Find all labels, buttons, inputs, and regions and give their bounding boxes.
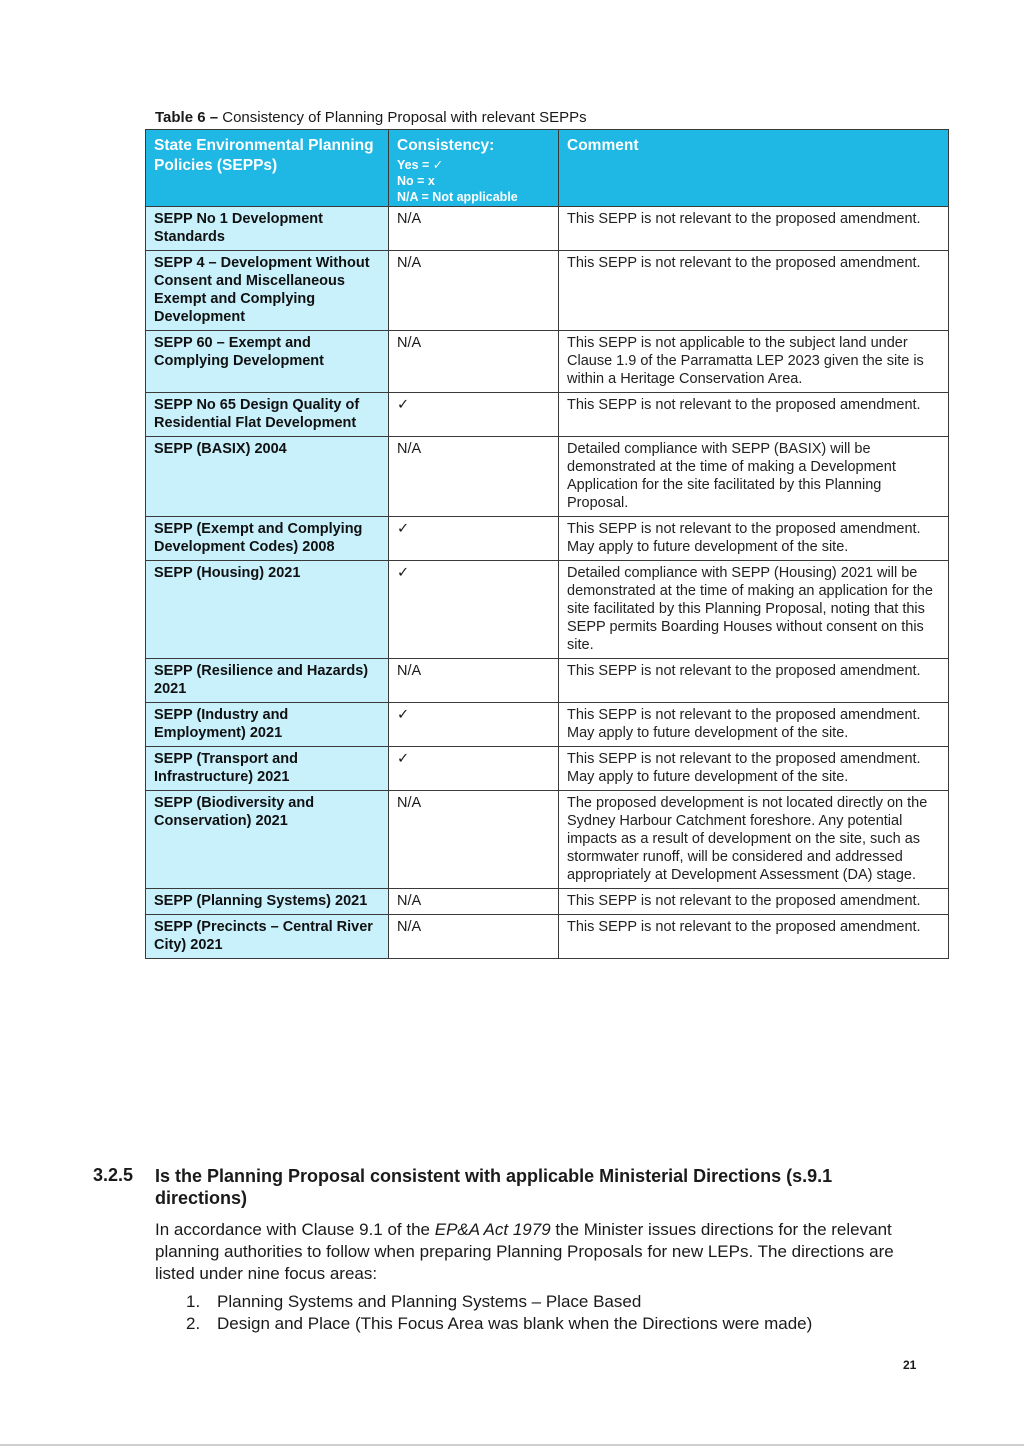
comment-cell: This SEPP is not relevant to the proposed amendment. <box>559 207 949 251</box>
comment-cell: Detailed compliance with SEPP (BASIX) will be demonstrated at the time of making a Development Application for the site facilitated by this Planning Proposal. <box>559 437 949 517</box>
sepp-name-cell: SEPP No 1 Development Standards <box>146 207 389 251</box>
legend-yes: Yes = ✓ <box>397 158 444 172</box>
consistency-cell: N/A <box>389 437 559 517</box>
sepp-name-cell: SEPP (Biodiversity and Conservation) 2021 <box>146 791 389 889</box>
table-row <box>146 331 949 393</box>
sepp-name-cell: SEPP 60 – Exempt and Complying Development <box>146 331 389 393</box>
comment-cell: This SEPP is not relevant to the proposed amendment. <box>559 889 949 915</box>
consistency-cell: N/A <box>389 889 559 915</box>
list-item <box>186 1291 812 1313</box>
consistency-cell: ✓ <box>389 393 559 437</box>
section-body-act-name: EP&A Act 1979 <box>434 1220 551 1239</box>
sepp-consistency-table <box>145 129 949 959</box>
header-comment <box>559 130 949 207</box>
table-body <box>146 207 949 959</box>
list-item-number: 2. <box>186 1314 201 1333</box>
page-bottom-divider <box>0 1444 1024 1446</box>
table-row <box>146 207 949 251</box>
sepp-name-cell: SEPP (Resilience and Hazards) 2021 <box>146 659 389 703</box>
consistency-cell: N/A <box>389 207 559 251</box>
legend-na: N/A = Not applicable <box>397 190 518 204</box>
header-consistency-label: Consistency: <box>397 137 495 154</box>
focus-areas-list <box>186 1291 812 1335</box>
header-comment-label: Comment <box>567 137 639 154</box>
section-body-text-2: the Minister issues directions for the relevant planning authorities to follow when preparing Planning Proposals for new LEPs. The directions are listed under nine focus areas: <box>155 1220 894 1283</box>
table-row <box>146 659 949 703</box>
consistency-cell: ✓ <box>389 517 559 561</box>
consistency-cell: N/A <box>389 331 559 393</box>
comment-cell: This SEPP is not relevant to the proposed amendment. May apply to future development of the site. <box>559 517 949 561</box>
comment-cell: Detailed compliance with SEPP (Housing) 2021 will be demonstrated at the time of making an application for the site facilitated by this Planning Proposal, noting that this SEPP permits Boarding Houses without consent on this site. <box>559 561 949 659</box>
consistency-cell: ✓ <box>389 561 559 659</box>
comment-cell: The proposed development is not located directly on the Sydney Harbour Catchment foreshore. Any potential impacts as a result of development on the site, such as stormwater runoff, will be considered and addressed appropriately at Development Assessment (DA) stage. <box>559 791 949 889</box>
sepp-name-cell: SEPP (Housing) 2021 <box>146 561 389 659</box>
consistency-cell: N/A <box>389 915 559 959</box>
comment-cell: This SEPP is not relevant to the proposed amendment. May apply to future development of the site. <box>559 703 949 747</box>
table-row <box>146 791 949 889</box>
section-body <box>155 1219 925 1285</box>
comment-cell: This SEPP is not relevant to the proposed amendment. <box>559 251 949 331</box>
consistency-cell: ✓ <box>389 703 559 747</box>
sepp-name-cell: SEPP 4 – Development Without Consent and Miscellaneous Exempt and Complying Development <box>146 251 389 331</box>
sepp-name-cell: SEPP (Precincts – Central River City) 2021 <box>146 915 389 959</box>
consistency-cell: ✓ <box>389 747 559 791</box>
comment-cell: This SEPP is not applicable to the subject land under Clause 1.9 of the Parramatta LEP 2023 given the site is within a Heritage Conservation Area. <box>559 331 949 393</box>
table-row <box>146 703 949 747</box>
table-row <box>146 915 949 959</box>
sepp-name-cell: SEPP (Transport and Infrastructure) 2021 <box>146 747 389 791</box>
sepp-name-cell: SEPP (Planning Systems) 2021 <box>146 889 389 915</box>
table-caption-text: Consistency of Planning Proposal with relevant SEPPs <box>218 109 587 126</box>
table-caption <box>155 109 587 126</box>
comment-cell: This SEPP is not relevant to the proposed amendment. <box>559 915 949 959</box>
consistency-cell: N/A <box>389 659 559 703</box>
header-sepp <box>146 130 389 207</box>
table-row <box>146 393 949 437</box>
section-body-text-1: In accordance with Clause 9.1 of the <box>155 1220 435 1239</box>
header-sepp-label: State Environmental Planning Policies (SEPPs) <box>154 137 374 174</box>
header-consistency <box>389 130 559 207</box>
sepp-name-cell: SEPP (Exempt and Complying Development Codes) 2008 <box>146 517 389 561</box>
comment-cell: This SEPP is not relevant to the proposed amendment. <box>559 393 949 437</box>
list-item-text: Planning Systems and Planning Systems – Place Based <box>217 1292 642 1311</box>
comment-cell: This SEPP is not relevant to the proposed amendment. <box>559 659 949 703</box>
table-header-row <box>146 130 949 207</box>
table-row <box>146 561 949 659</box>
consistency-cell: N/A <box>389 791 559 889</box>
list-item-text: Design and Place (This Focus Area was blank when the Directions were made) <box>217 1314 813 1333</box>
legend-no: No = x <box>397 174 435 188</box>
table-row <box>146 889 949 915</box>
sepp-name-cell: SEPP (Industry and Employment) 2021 <box>146 703 389 747</box>
sepp-name-cell: SEPP No 65 Design Quality of Residential Flat Development <box>146 393 389 437</box>
consistency-cell: N/A <box>389 251 559 331</box>
page-number: 21 <box>903 1358 917 1372</box>
table-row <box>146 251 949 331</box>
consistency-legend <box>397 157 550 205</box>
table-caption-label: Table 6 – <box>155 109 219 126</box>
table-row <box>146 747 949 791</box>
table-row <box>146 437 949 517</box>
section-title: Is the Planning Proposal consistent with applicable Ministerial Directions (s.9.1 directions) <box>155 1166 833 1208</box>
list-item-number: 1. <box>186 1292 201 1311</box>
list-item <box>186 1313 812 1335</box>
sepp-name-cell: SEPP (BASIX) 2004 <box>146 437 389 517</box>
table-row <box>146 517 949 561</box>
comment-cell: This SEPP is not relevant to the proposed amendment. May apply to future development of the site. <box>559 747 949 791</box>
section-number: 3.2.5 <box>93 1165 134 1185</box>
